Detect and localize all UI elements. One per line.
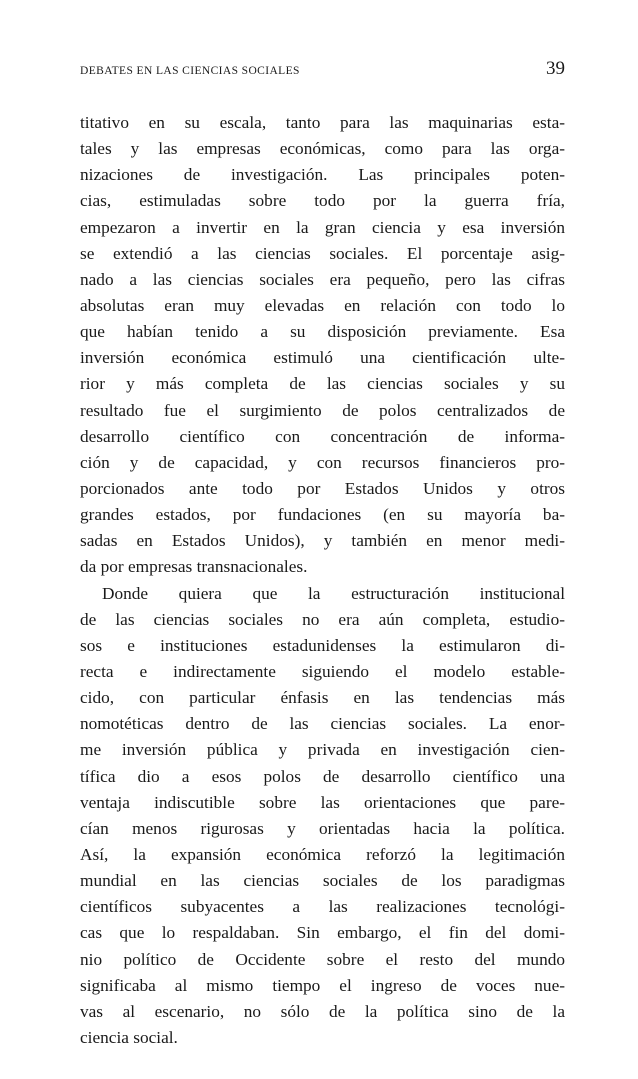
text-line: científicos subyacentes a las realizaciones tecnológi- (80, 897, 565, 917)
text-line: nado a las ciencias sociales era pequeño, pero las cifras (80, 269, 565, 289)
text-line: grandes estados, por fundaciones (en su mayoría ba- (80, 505, 565, 525)
text-line: inversión económica estimuló una cientificación ulte- (80, 348, 565, 368)
text-line: me inversión pública y privada en investigación cien- (80, 740, 565, 760)
text-line: rior y más completa de las ciencias sociales y su (80, 374, 565, 394)
text-line: tífica dio a esos polos de desarrollo científico una (80, 766, 565, 786)
text-line: resultado fue el surgimiento de polos centralizados de (80, 400, 565, 420)
text-line: cido, con particular énfasis en las tendencias más (80, 688, 565, 708)
text-line: se extendió a las ciencias sociales. El porcentaje asig- (80, 243, 565, 263)
text-line: mundial en las ciencias sociales de los paradigmas (80, 871, 565, 891)
text-line: porcionados ante todo por Estados Unidos y otros (80, 478, 565, 498)
text-line: tales y las empresas económicas, como para las orga- (80, 139, 565, 159)
paragraph (80, 110, 565, 581)
text-line: absolutas eran muy elevadas en relación con todo lo (80, 295, 565, 315)
text-line: Así, la expansión económica reforzó la legitimación (80, 844, 565, 864)
text-line: da por empresas transnacionales. (80, 557, 308, 577)
body-text (80, 110, 565, 1051)
paragraph (80, 581, 565, 1052)
text-line: sos e instituciones estadunidenses la estimularon di- (80, 635, 565, 655)
text-line: vas al escenario, no sólo de la política sino de la (80, 1001, 565, 1021)
text-line: nizaciones de investigación. Las principales poten- (80, 165, 565, 185)
text-line: desarrollo científico con concentración de informa- (80, 426, 565, 446)
text-line: nomotéticas dentro de las ciencias sociales. La enor- (80, 714, 565, 734)
text-line: cas que lo respaldaban. Sin embargo, el fin del domi- (80, 923, 565, 943)
text-line: cían menos rigurosas y orientadas hacia la política. (80, 818, 565, 838)
text-line: titativo en su escala, tanto para las maquinarias esta- (80, 113, 565, 132)
text-line: ciencia social. (80, 1027, 178, 1047)
text-line: ventaja indiscutible sobre las orientaciones que pare- (80, 792, 565, 812)
text-line: empezaron a invertir en la gran ciencia y esa inversión (80, 217, 565, 237)
text-line: ción y de capacidad, y con recursos financieros pro- (80, 452, 565, 472)
book-page (80, 58, 565, 1051)
text-line: nio político de Occidente sobre el resto del mundo (80, 949, 565, 969)
running-head (80, 58, 565, 92)
text-line: recta e indirectamente siguiendo el modelo estable- (80, 661, 565, 681)
text-line: sadas en Estados Unidos), y también en menor medi- (80, 531, 565, 551)
text-line: cias, estimuladas sobre todo por la guerra fría, (80, 191, 565, 211)
text-line: significaba al mismo tiempo el ingreso de voces nue- (80, 975, 565, 995)
running-title: DEBATES EN LAS CIENCIAS SOCIALES (80, 65, 300, 77)
text-line: de las ciencias sociales no era aún completa, estudio- (80, 609, 565, 629)
page-number: 39 (546, 58, 565, 79)
text-line: Donde quiera que la estructuración institucional (102, 583, 565, 603)
text-line: que habían tenido a su disposición previamente. Esa (80, 322, 565, 342)
